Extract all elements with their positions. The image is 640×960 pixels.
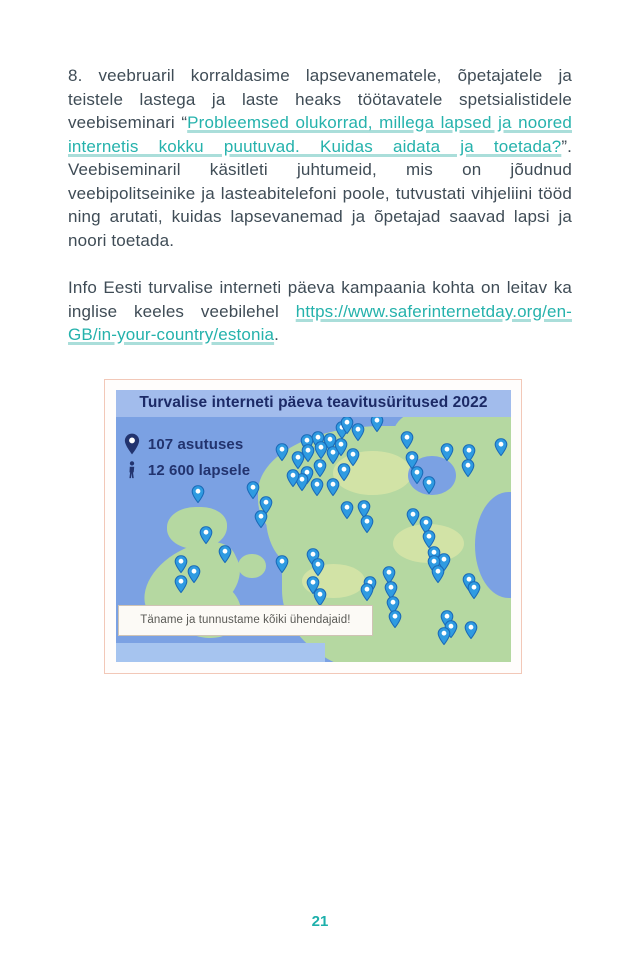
- map-pin: [275, 443, 288, 461]
- map-figure: [104, 379, 522, 674]
- map-pin: [175, 575, 188, 593]
- map-pin: [247, 481, 260, 499]
- paragraph-webinar: [68, 64, 572, 252]
- map-pin: [341, 501, 354, 519]
- text-column: [68, 64, 572, 674]
- map-pin: [314, 460, 327, 478]
- map-pin: [401, 431, 414, 449]
- webinar-title-link[interactable]: Probleemsed olukorrad, millega lapsed ja noored internetis kokku puutuvad. Kuidas aidata ja toetada?: [68, 113, 572, 156]
- saferinternetday-url-link[interactable]: https://www.saferinternetday.org/en-GB/in-your-country/estonia: [68, 301, 572, 344]
- map-pin: [218, 545, 231, 563]
- map-pin: [360, 583, 373, 601]
- map-pin: [352, 423, 365, 441]
- sea-strip: [116, 643, 325, 661]
- map-pin: [310, 478, 323, 496]
- map-title: Turvalise interneti päeva teavitusüritused 2022: [116, 390, 511, 417]
- map-caption-text: Täname ja tunnustame kõiki ühendajaid!: [140, 614, 351, 627]
- paragraph-text: .: [274, 325, 279, 344]
- map-pin: [188, 565, 201, 583]
- map-pin: [464, 621, 477, 639]
- map-pin: [431, 565, 444, 583]
- estonia-map: [116, 417, 511, 662]
- page-number: 21: [311, 913, 329, 930]
- map-pin: [461, 460, 474, 478]
- map-pin: [441, 443, 454, 461]
- map-pin: [301, 445, 314, 463]
- person-icon: [124, 460, 141, 480]
- map-pin: [467, 581, 480, 599]
- map-pin: [275, 555, 288, 573]
- map-pin: [422, 476, 435, 494]
- map-pin: [175, 555, 188, 573]
- paragraph-text: Info Eesti turvalise interneti päeva kampaania kohta on leitav ka inglise keeles veebilehel: [68, 278, 572, 321]
- map-caption: [118, 605, 373, 636]
- map-pin: [360, 515, 373, 533]
- map-pin-icon: [124, 433, 141, 455]
- map-pin: [191, 485, 204, 503]
- paragraph-text: 8. veebruaril korraldasime lapsevanematele, õpetajatele ja teistele lastega ja laste heaks töötavatele spetsialistidele veebiseminari “: [68, 66, 572, 132]
- map-figure-inner: [116, 390, 511, 662]
- map-pin: [287, 470, 300, 488]
- map-pin: [422, 530, 435, 548]
- paragraph-info: [68, 276, 572, 347]
- map-legend: [124, 431, 250, 483]
- map-pin: [312, 558, 325, 576]
- legend-row-institutions: [124, 431, 250, 457]
- map-pin: [437, 627, 450, 645]
- map-pin: [337, 463, 350, 481]
- legend-institutions-label: 107 asutuses: [147, 435, 244, 453]
- legend-row-children: [124, 457, 250, 483]
- map-pin: [407, 508, 420, 526]
- map-pin: [200, 526, 213, 544]
- paragraph-text: ”. Veebiseminaril käsitleti juhtumeid, mis on jõudnud veebipolitseinike ja lasteabitelefoni poole, tutvustati vihjeliini tööd ning arutati, kuidas lapsevanemad ja õpetajad saavad lapsi ja noori toetada.: [68, 136, 572, 250]
- map-pin: [495, 438, 508, 456]
- legend-children-label: 12 600 lapsele: [147, 461, 251, 479]
- map-pin: [371, 417, 384, 433]
- map-pin: [314, 588, 327, 606]
- map-pin: [255, 510, 268, 528]
- map-pin: [389, 610, 402, 628]
